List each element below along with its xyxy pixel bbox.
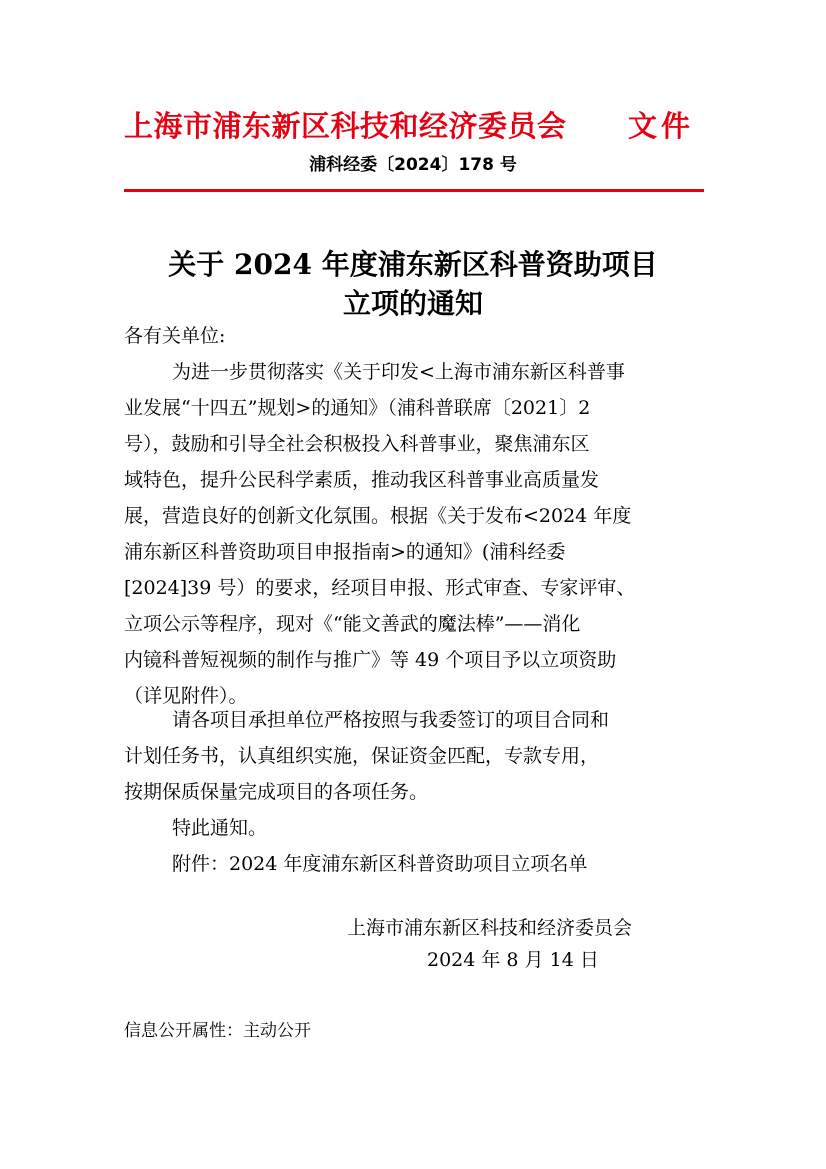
paragraph-line: [2024]39 号）的要求，经项目申报、形式审查、专家评审、 [124,577,636,599]
document-word-header: 文件 [628,109,695,143]
document-number: 浦科经委〔2024〕178 号 [309,155,517,175]
issuing-org-header: 上海市浦东新区科技和经济委员会 [124,109,567,143]
attachment-line: 附件：2024 年度浦东新区科普资助项目立项名单 [172,853,588,875]
paragraph-line: 计划任务书，认真组织实施，保证资金匹配，专款专用， [124,745,600,767]
paragraph-line: 业发展“十四五”规划>的通知》（浦科普联席〔2021〕2 [124,397,591,419]
body-paragraph-1 [124,354,704,714]
salutation: 各有关单位: [124,325,226,347]
paragraph-line: （详见附件）。 [124,685,248,707]
signature-date: 2024 年 8 月 14 日 [427,949,599,971]
paragraph-line: 号），鼓励和引导全社会积极投入科普事业，聚焦浦东区 [124,433,590,455]
document-title-line-2: 立项的通知 [342,287,483,320]
paragraph-line: 内镜科普短视频的制作与推广》等 49 个项目予以立项资助 [124,649,617,671]
paragraph-line: 展，营造良好的创新文化氛围。根据《关于发布<2024 年度 [124,505,632,527]
paragraph-line: 立项公示等程序，现对《“能文善武的魔法棒”——消化 [124,613,581,635]
closing-line: 特此通知。 [172,817,268,839]
signature-org: 上海市浦东新区科技和经济委员会 [347,917,633,939]
paragraph-line: 按期保质保量完成项目的各项任务。 [124,781,429,803]
paragraph-line: 域特色，提升公民科学素质，推动我区科普事业高质量发 [124,469,600,491]
disclosure-attribute: 信息公开属性：主动公开 [124,1021,311,1041]
paragraph-line: 请各项目承担单位严格按照与我委签订的项目合同和 [172,709,610,731]
body-paragraph-2 [124,702,704,810]
paragraph-line: 浦东新区科普资助项目申报指南>的通知》(浦科经委 [124,541,566,563]
red-header-rule [124,189,704,192]
paragraph-line: 为进一步贯彻落实《关于印发<上海市浦东新区科普事 [172,361,625,383]
document-title-line-1: 关于 2024 年度浦东新区科普资助项目 [168,248,658,281]
